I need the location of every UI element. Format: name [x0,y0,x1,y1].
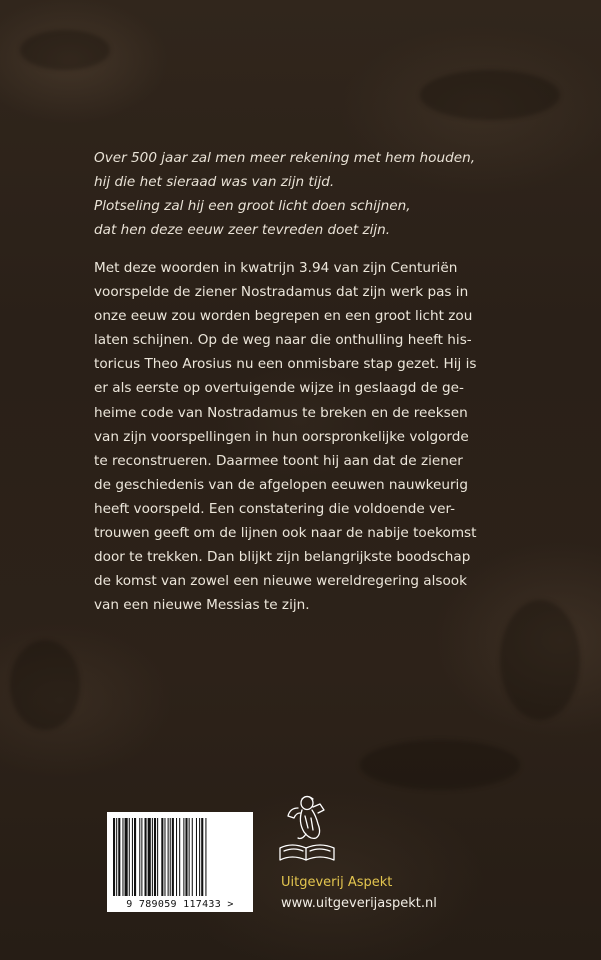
blurb-line: heime code van Nostradamus te breken en de reeksen [94,404,468,421]
texture-blot [20,30,110,70]
publisher-name: Uitgeverij Aspekt [281,875,393,890]
blurb-line: van een nieuwe Messias te zijn. [94,597,310,614]
blurb-line: onze eeuw zou worden begrepen en een groot licht zou [94,308,473,325]
reading-figure-logo-icon [276,794,340,864]
blurb-paragraph [94,256,514,617]
quote-line: dat hen deze eeuw zeer tevreden doet zijn. [94,222,391,238]
blurb-line: voorspelde de ziener Nostradamus dat zijn werk pas in [94,284,469,301]
blurb-line: de geschiedenis van de afgelopen eeuwen nauwkeurig [94,476,468,493]
texture-blot [10,640,80,730]
blurb-line: er als eerste op overtuigende wijze in geslaagd de ge- [94,380,464,397]
blurb-line: te reconstrueren. Daarmee toont hij aan dat de ziener [94,452,463,469]
texture-blot [420,70,560,120]
publisher-website: www.uitgeverijaspekt.nl [281,896,437,911]
blurb-line: trouwen geeft om de lijnen ook naar de nabije toekomst [94,525,477,542]
blurb-line: toricus Theo Arosius nu een onmisbare stap gezet. Hij is [94,356,477,373]
barcode-bars [107,812,253,898]
texture-blot [500,600,580,720]
blurb-line: van zijn voorspellingen in hun oorspronkelijke volgorde [94,428,469,445]
blurb-line: de komst van zowel een nieuwe wereldregering alsook [94,573,467,590]
blurb-line: Met deze woorden in kwatrijn 3.94 van zijn Centuriën [94,260,458,276]
blurb-line: laten schijnen. Op de weg naar die onthulling heeft his- [94,332,472,349]
quote-line: Over 500 jaar zal men meer rekening met hem houden, [94,150,476,166]
blurb-line: heeft voorspeld. Een constatering die voldoende ver- [94,500,456,517]
quatrain-quote [94,146,494,242]
quote-line: hij die het sieraad was van zijn tijd. [94,174,335,190]
texture-blot [360,740,520,790]
quote-line: Plotseling zal hij een groot licht doen schijnen, [94,198,411,214]
blurb-line: door te trekken. Dan blijkt zijn belangrijkste boodschap [94,549,471,566]
isbn-barcode [107,812,253,912]
isbn-number: 9 789059 117433 > [126,899,234,910]
